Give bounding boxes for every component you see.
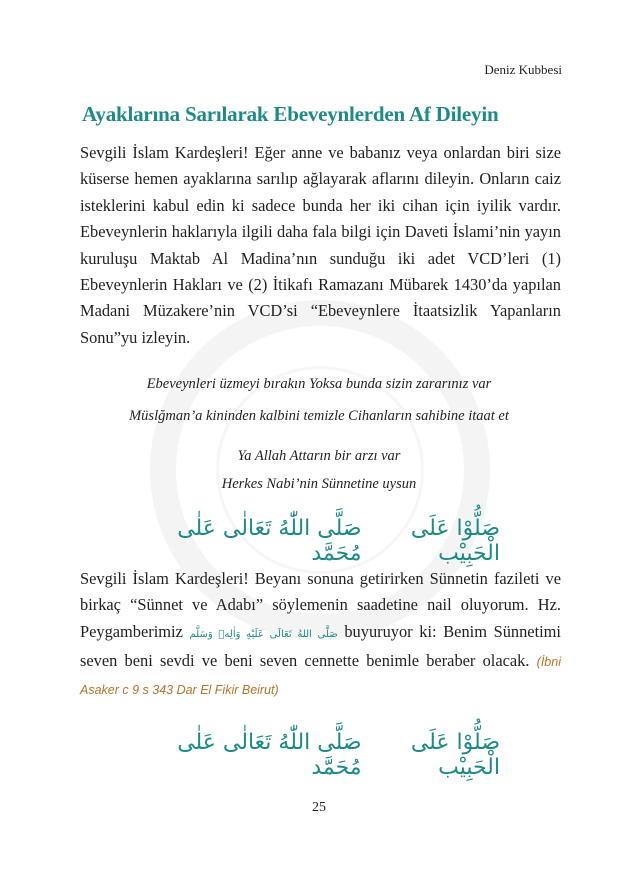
durood-line-1 — [150, 516, 500, 566]
verse-line-1: Ebeveynleri üzmeyi bırakın Yoksa bunda sizin zararınız var — [146, 376, 492, 392]
source-reference: (İbni Asaker c 9 s 343 Dar El Fikir Beirut) — [80, 655, 561, 697]
durood-response-2: صَلَّى اللّٰهُ تَعَالٰى عَلٰى مُحَمَّد — [177, 730, 362, 780]
verse-line-3: Ya Allah Attarın bir arzı var — [237, 448, 401, 464]
paragraph-1: Sevgili İslam Kardeşleri! Eğer anne ve babanız veya onlardan biri size küserse hemen ayaklarına sarılıp ağlayarak aflarını dileyin. Onların caiz isteklerini kabul edin ki sadece bunda her iki cihan için iyilik vardır. Ebeveynlerin haklarıyla ilgili daha fala bilgi için Daveti İslami’nin yayın kuruluşu Maktab Al Madina’nın sunduğu iki adet VCD’leri (1) Ebeveynlerin Hakları ve (2) İtikafı Ramazanı Mübarek 1430’da yapılan Madani Müzakere’nin VCD’si “Ebeveynlere İtaatsizlik Yapanların Sonu”yu izleyin. — [80, 143, 561, 347]
paragraph-2-text-b: buyuruyor ki: Benim Sünnetimi seven beni sevdi ve beni seven cennette benimle beraber olacak. — [80, 621, 561, 671]
paragraph-2 — [80, 566, 561, 703]
durood-call: صَلُّوْا عَلَى الْحَبِيْب — [410, 516, 500, 566]
durood-call-2: صَلُّوْا عَلَى الْحَبِيْب — [410, 730, 500, 780]
verse-line-4: Herkes Nabi’nin Sünnetine uysun — [221, 476, 417, 492]
page-number: 25 — [312, 800, 326, 815]
paragraph-2-text-a: Sevgili İslam Kardeşleri! Beyanı sonuna getirirken Sünnetin fazileti ve birkaç “Sünnet ve Adabı” söylemenin saadetine nail oluyorum. Hz. Peygamberimiz — [80, 569, 561, 641]
durood-response: صَلَّى اللّٰهُ تَعَالٰى عَلٰى مُحَمَّد — [177, 516, 362, 566]
section-title: Ayaklarına Sarılarak Ebeveynlerden Af Dileyin — [82, 102, 499, 126]
inline-salawat: صَلَّى اللهُ تَعَالَى عَلَيْهِ وَاٰلِهٖ وَسَلَّم — [189, 628, 338, 640]
verse-line-2: Müslğman’a kininden kalbini temizle Cihanların sahibine itaat et — [129, 408, 509, 424]
running-head: Deniz Kubbesi — [484, 62, 562, 77]
durood-line-2 — [150, 730, 500, 780]
